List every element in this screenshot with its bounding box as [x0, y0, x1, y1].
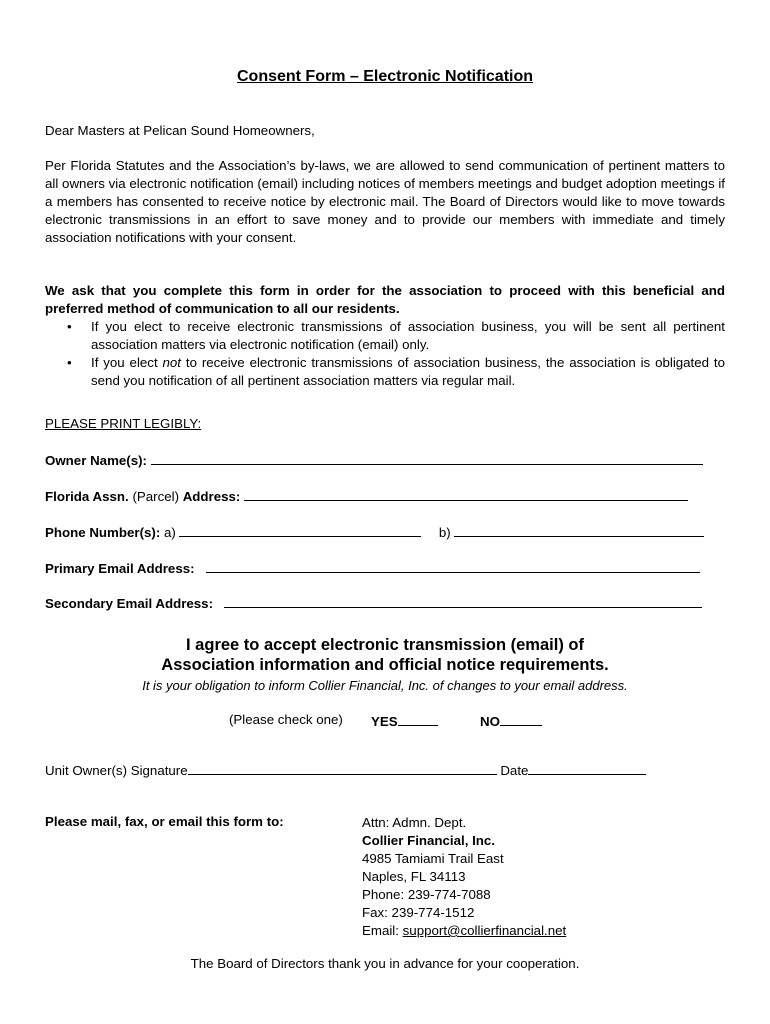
phone-a-field[interactable] — [179, 523, 421, 537]
list-item — [45, 354, 725, 390]
bullet-text: If you elect to receive electronic transmissions of association business, you will be sent all pertinent association matters via electronic notification (email) only. — [91, 319, 725, 352]
salutation: Dear Masters at Pelican Sound Homeowners, — [45, 123, 315, 138]
no-label: NO — [480, 714, 500, 729]
phone-number: Phone: 239-774-7088 — [362, 887, 491, 902]
no-checkbox[interactable] — [500, 712, 542, 726]
mailing-address-block — [362, 814, 566, 940]
phone-a-label: a) — [163, 525, 176, 540]
check-prompt — [229, 712, 343, 727]
city-state-zip: Naples, FL 34113 — [362, 869, 466, 884]
check-prompt-label: (Please check one) — [229, 712, 343, 727]
yes-checkbox[interactable] — [398, 712, 438, 726]
email-link[interactable]: support@collierfinancial.net — [402, 923, 567, 938]
primary-email-row — [45, 559, 700, 576]
footer-thanks: The Board of Directors thank you in advance for your cooperation. — [190, 956, 580, 971]
no-option — [480, 712, 542, 729]
parcel-label: (Parcel) — [132, 489, 179, 504]
bullet-icon: • — [67, 319, 72, 334]
page-title: Consent Form – Electronic Notification — [236, 68, 534, 85]
owner-name-field[interactable] — [151, 451, 703, 465]
florida-assn-label: Florida Assn. — [45, 489, 129, 504]
florida-address-row — [45, 487, 688, 504]
street-address: 4985 Tamiami Trail East — [362, 851, 504, 866]
primary-email-label: Primary Email Address: — [45, 561, 195, 576]
bullet-text: If you elect — [91, 355, 163, 370]
list-item — [45, 318, 725, 354]
bullet-icon: • — [67, 355, 72, 370]
email-line — [362, 922, 566, 940]
signature-label: Unit Owner(s) Signature — [45, 763, 188, 778]
phone-row — [45, 523, 704, 540]
print-legibly-label: PLEASE PRINT LEGIBLY: — [45, 416, 202, 431]
address-label: Address: — [182, 489, 241, 504]
signature-field[interactable] — [188, 761, 497, 775]
secondary-email-label: Secondary Email Address: — [45, 596, 213, 611]
mail-instructions-label: Please mail, fax, or email this form to: — [45, 814, 284, 829]
owner-name-row — [45, 451, 703, 468]
obligation-note: It is your obligation to inform Collier Financial, Inc. of changes to your email address. — [142, 678, 628, 693]
secondary-email-row — [45, 594, 702, 611]
florida-address-field[interactable] — [244, 487, 688, 501]
phone-label: Phone Number(s): — [45, 525, 161, 540]
company-name: Collier Financial, Inc. — [362, 833, 496, 848]
yes-label: YES — [371, 714, 398, 729]
date-field[interactable] — [528, 761, 646, 775]
primary-email-field[interactable] — [206, 559, 700, 573]
request-paragraph: We ask that you complete this form in order for the association to proceed with this beneficial and preferred method of communication to all our residents. — [45, 283, 725, 316]
agree-heading-line1: I agree to accept electronic transmission (email) of — [186, 636, 584, 654]
date-label: Date — [500, 763, 529, 778]
email-label: Email: — [362, 923, 399, 938]
phone-b-label: b) — [438, 525, 451, 540]
agree-heading-line2: Association information and official notice requirements. — [161, 656, 609, 674]
bullet-text: to receive electronic transmissions of association business, the association is obligated to send you notification of all pertinent association matters via regular mail. — [91, 355, 725, 388]
owner-name-label: Owner Name(s): — [45, 453, 147, 468]
attn-line: Attn: Admn. Dept. — [362, 815, 467, 830]
bullet-list — [45, 318, 725, 390]
bullet-emphasis: not — [162, 355, 182, 370]
signature-row — [45, 761, 646, 778]
yes-option — [371, 712, 438, 729]
intro-paragraph: Per Florida Statutes and the Association’s by-laws, we are allowed to send communication of pertinent matters to all owners via electronic notification (email) including notices of members meetings and budget adoption meetings if a members has consented to receive notice by electronic mail. The Board of Directors would like to move towards electronic transmissions in an effort to save money and to provide our members with immediate and timely association notifications with your consent. — [45, 158, 725, 245]
fax-number: Fax: 239-774-1512 — [362, 905, 475, 920]
phone-b-field[interactable] — [454, 523, 704, 537]
secondary-email-field[interactable] — [224, 594, 702, 608]
